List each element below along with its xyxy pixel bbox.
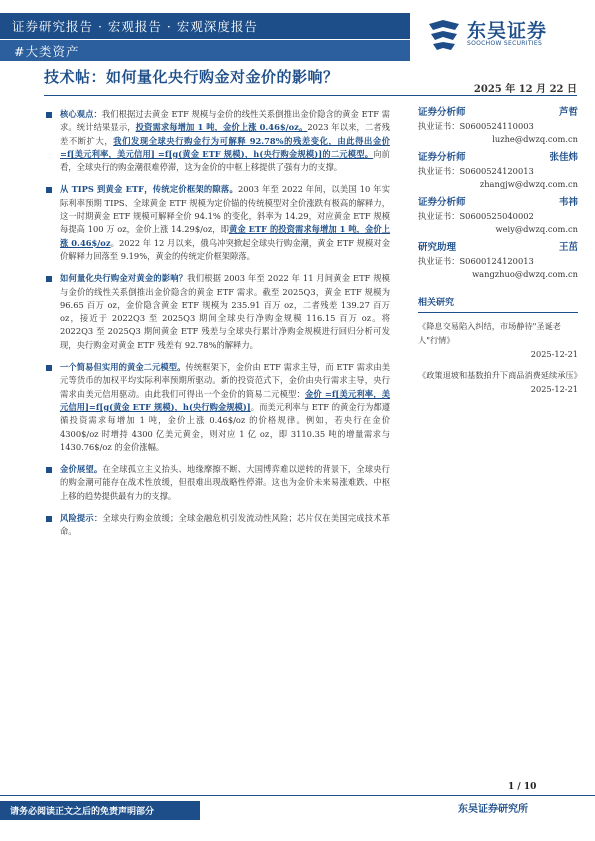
analyst-email[interactable]: zhangjw@dwzq.com.cn	[479, 179, 578, 189]
analyst-role: 研究助理	[418, 242, 457, 253]
paragraph-lead: 金价展望。	[60, 464, 103, 475]
paragraph-tips	[44, 183, 390, 263]
paragraph-text: 。而美元利率与 ETF 的黄金行为都遵循投资需求每增加 1 吨，金价上涨 0.46$/oz 的价格规律。例如，若央行在金价 4300$/oz 时增持 4300 亿美元黄金，则对应 1 亿 oz，即 3110.35 吨的增量需求与 1430.76$/oz 的金价涨幅。	[60, 401, 390, 452]
analyst-card	[418, 240, 578, 281]
analyst-cert: 执业证书：S0600524110003	[418, 121, 534, 131]
main-content	[44, 108, 390, 548]
highlight-text: 我们发现全球央行购金行为可解释 92.78%的残差变化，由此得出金价 =f[美元利率，美元信用] =f[g(黄金 ETF 规模)，h(央行购金规模)]的二元模型。	[60, 135, 390, 159]
report-header	[0, 0, 595, 65]
analyst-card	[418, 150, 578, 191]
paragraph-text: 2023 年以来，二者残差不断扩大，	[60, 122, 390, 146]
related-research-date: 2025-12-21	[530, 349, 578, 359]
paragraph-text: 在全球孤立主义抬头、地缘摩擦不断、大国博弈难以逆转的背景下，全球央行的购金潮可能存在战术性放缓，但很难出现战略性停滞。这也为金价未来易涨难跌、中枢上移的趋势提供最有力的支撑。	[60, 464, 390, 501]
report-title: 技术帖：如何量化央行购金对金价的影响？	[44, 68, 339, 86]
bullet-icon	[46, 467, 52, 473]
analyst-cert: 执业证书：S0600525040002	[418, 211, 534, 221]
highlight-text: 投资需求每增加 1 吨，金价上涨 0.46$/oz。	[135, 122, 308, 133]
paragraph-text: 我们根据过去黄金 ETF 规模与金价的线性关系倒推出金价隐含的黄金 ETF 需求。统计结果显示，	[60, 109, 390, 133]
analyst-name: 芦哲	[558, 107, 578, 118]
analyst-card	[418, 105, 578, 146]
analyst-email[interactable]: weiy@dwzq.com.cn	[495, 224, 578, 234]
paragraph-model	[44, 361, 390, 454]
analyst-name: 张佳炜	[549, 152, 578, 163]
related-research-title: 相关研究	[418, 295, 578, 313]
analyst-email[interactable]: luzhe@dwzq.com.cn	[492, 134, 578, 144]
category-tag: #大类资产	[14, 44, 80, 59]
paragraph-lead: 核心观点：	[60, 109, 102, 119]
analyst-role: 证券分析师	[418, 197, 466, 208]
paragraph-text: 2003 年至 2022 年间，以美国 10 年实际利率预期 TIPS、全球黄金 ETF 规模为定价锚的传统模型对全价涨跌有极高的解释力，这一时期黄金 ETF 规模可解释全价 94.1% 的变化，斜率为 14.29，对应黄金 ETF 规模每提高 100 万 oz，金价上涨 14.29$/oz，即	[60, 184, 390, 235]
bullet-icon	[46, 516, 52, 522]
analyst-cert: 执业证书：S0600124120013	[418, 256, 534, 266]
breadcrumb: 证券研究报告 · 宏观报告 · 宏观深度报告	[12, 19, 258, 34]
analyst-email[interactable]: wangzhuo@dwzq.com.cn	[472, 269, 578, 279]
paragraph-text: 传统框架下，金价由 ETF 需求主导，而 ETF 需求由美元等货币的加权平均实际利率预期所驱动。新的投资范式下，金价由央行需求主导，央行需求由美元信用驱动。由此我们可得出一个金价的简易二元模型：	[60, 362, 390, 399]
analyst-name: 王茁	[558, 242, 578, 253]
bullet-icon	[46, 276, 52, 282]
brand-name: 东吴证券	[467, 20, 548, 42]
paragraph-text: 向前看，全球央行的购金潮很难停滞，这为金价的中枢上移提供了强有力的支撑。	[60, 148, 390, 173]
paragraph-lead: 如何量化央行购金对黄金的影响？	[60, 273, 188, 284]
bullet-icon	[46, 187, 52, 193]
paragraph-core-view	[44, 108, 390, 174]
paragraph-risk	[44, 512, 390, 539]
related-research-item[interactable]: 《降息交易陷入纠结，市场静待"圣诞老人"行情》	[418, 321, 561, 345]
bullet-icon	[46, 112, 52, 118]
paragraph-lead: 从 TIPS 到黄金 ETF，传统定价框架的隙落。	[60, 184, 238, 195]
disclaimer-text: 请务必阅读正文之后的免责声明部分	[10, 807, 155, 817]
related-research-date: 2025-12-21	[530, 384, 578, 394]
paragraph-lead: 一个简易但实用的黄金二元模型。	[60, 362, 186, 373]
paragraph-lead: 风险提示：	[60, 513, 103, 524]
highlight-text: 黄金 ETF 的投资需求每增加 1 吨，金价上涨 0.46$/oz	[60, 224, 390, 248]
analyst-cert: 执业证书：S0600524120013	[418, 166, 534, 176]
footer-company: 东吴证券研究所	[458, 804, 528, 815]
analyst-role: 证券分析师	[418, 107, 466, 118]
paragraph-text: 全球央行购金放缓；全球金融危机引发流动性风险；芯片仅在美国完成技术革命。	[60, 513, 390, 537]
disclaimer-bar	[0, 801, 200, 820]
page-number: 1 / 10	[508, 782, 537, 792]
analyst-name: 韦祎	[558, 197, 578, 208]
sidebar	[418, 105, 582, 397]
bullet-icon	[46, 365, 52, 371]
paragraph-text: 我们根据 2003 年至 2022 年 11 月间黄金 ETF 规模与金价的线性关系倒推出金价隐含的黄金 ETF 需求。截至 2025Q3，黄金 ETF 规模为 96.65 百万 oz，金价隐含黄金 ETF 规模为 235.91 百万 oz，二者残差 139.27 百万 oz，接近于 2022Q3 至 2025Q3 期间全球央行净购金规模 116.15 百万 oz。将 2022Q3 至 2025Q3 期间黄金 ETF 残差与全球央行累计净购金规模进行回归分析可发现，央行购金对黄金 ETF 残差有 92.78%的解释力。	[60, 273, 390, 350]
footer-divider	[0, 795, 595, 796]
related-research-item[interactable]: 《政策退坡和基数拍升下商品消费延续承压》	[418, 370, 582, 380]
analyst-card	[418, 195, 578, 236]
analyst-role: 证券分析师	[418, 152, 466, 163]
paragraph-outlook	[44, 463, 390, 503]
paragraph-text: 。2022 年 12 月以来，俄乌冲突掀起全球央行购金潮，黄金 ETF 规模对金价解释力回落至 9.19%，黄金的传统定价框架隙落。	[60, 237, 390, 261]
highlight-text: 金价 =f[美元利率，美元信用]=f[g(黄金 ETF 规模)，h(央行购金规模)]	[60, 388, 390, 412]
paragraph-quantify	[44, 272, 390, 352]
brand-subtitle: SOOCHOW SECURITIES	[467, 40, 543, 47]
title-divider	[44, 95, 577, 96]
report-date: 2025 年 12 月 22 日	[473, 84, 577, 95]
